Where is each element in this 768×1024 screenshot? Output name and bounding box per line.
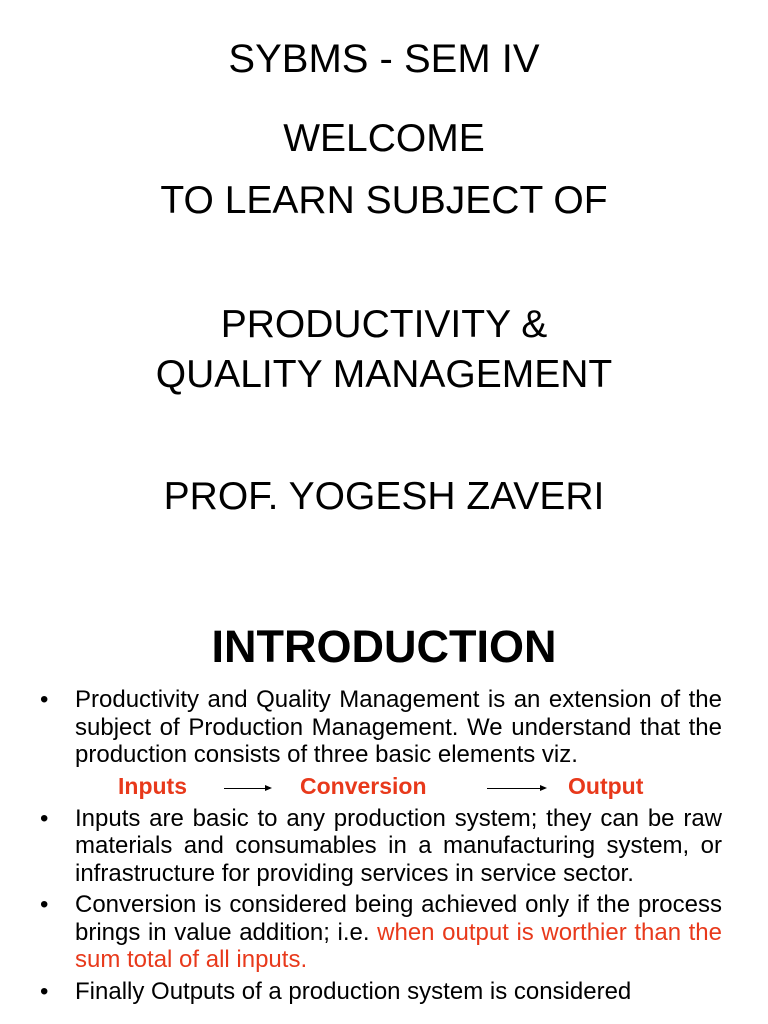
learn-text: TO LEARN SUBJECT OF <box>160 179 608 222</box>
bullet-dot: • <box>40 686 49 713</box>
introduction-heading: INTRODUCTION <box>211 621 557 672</box>
flow-output: Output <box>568 772 644 799</box>
introduction-bullets <box>0 686 768 1005</box>
flow-inputs: Inputs <box>118 772 187 799</box>
bullet-text: Conversion is considered being achieved only if the process brings in value addition; i.e. <box>75 891 722 946</box>
bullet-dot: • <box>40 804 49 832</box>
bullet-item <box>0 978 768 1006</box>
flow-arrow-icon <box>487 788 545 789</box>
bullet-item <box>0 891 768 974</box>
subject-title-line1: PRODUCTIVITY & <box>220 303 548 346</box>
bullet-highlight-text: when output is worthier than the sum total of all inputs. <box>75 918 722 973</box>
professor-name: PROF. YOGESH ZAVERI <box>163 475 605 518</box>
bullet-text: Finally Outputs of a production system is considered <box>75 977 632 1005</box>
welcome-text: WELCOME <box>283 117 485 160</box>
bullet-item <box>0 805 768 888</box>
flow-arrow-icon <box>224 788 270 789</box>
bullet-text: Inputs are basic to any production system; they can be raw materials and consumables in a manufacturing system, or infrastructure for providing services in service sector. <box>75 804 722 887</box>
flow-conversion: Conversion <box>300 772 427 799</box>
bullet-dot: • <box>40 977 49 1005</box>
production-flow <box>0 769 768 805</box>
course-title: SYBMS - SEM IV <box>228 37 540 81</box>
subject-title-line2: QUALITY MANAGEMENT <box>155 353 613 396</box>
bullet-item <box>0 686 768 769</box>
bullet-text: Productivity and Quality Management is an extension of the subject of Production Management. We understand that the production consists of three basic elements viz. <box>75 686 722 768</box>
bullet-dot: • <box>40 891 49 918</box>
